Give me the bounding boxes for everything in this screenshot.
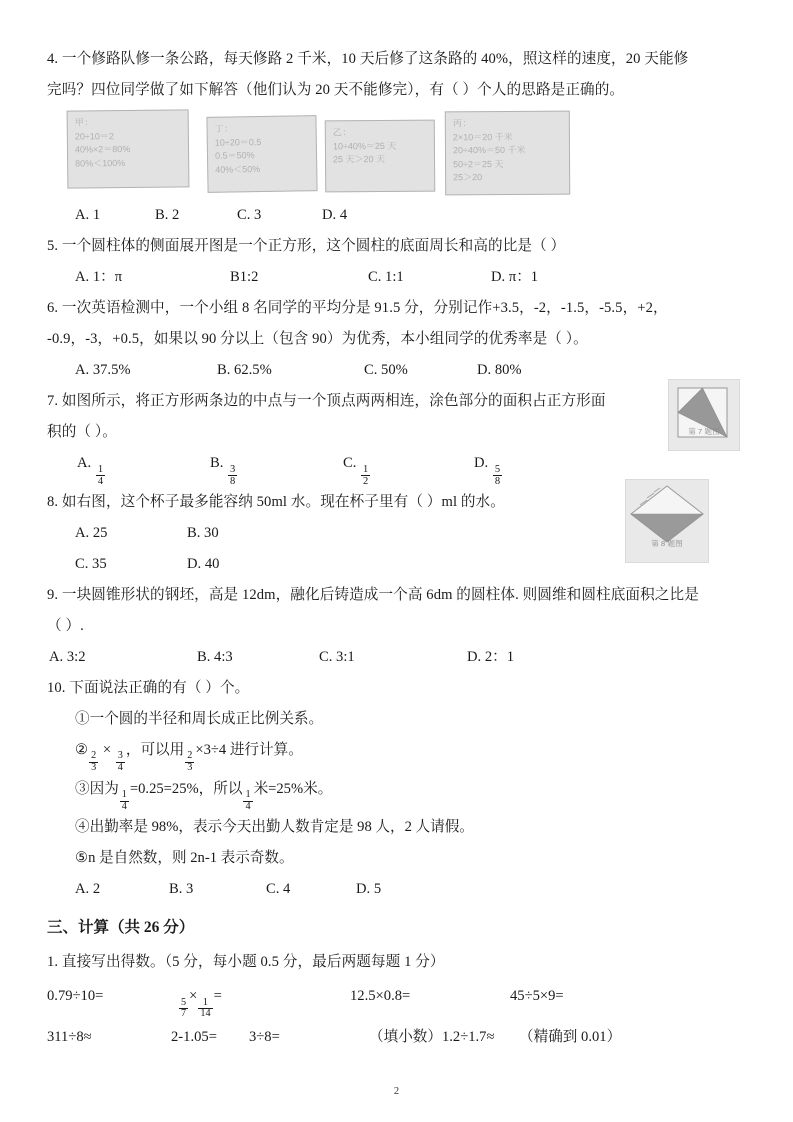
- statement-3-fraction-2-numerator: 1: [245, 788, 251, 800]
- calc-item-6: 2-1.05=: [171, 1028, 217, 1045]
- option-q9-d[interactable]: D. 2：1: [467, 648, 515, 665]
- work-box-yi: [325, 120, 436, 193]
- option-q5-c[interactable]: C. 1:1: [368, 269, 404, 285]
- question-9: [47, 580, 753, 642]
- calc-item-2-fraction-2-numerator: 1: [198, 998, 212, 1010]
- question-6-options: [47, 355, 753, 386]
- calc-item-9: （精确到 0.01）: [519, 1028, 622, 1045]
- question-9-options: [47, 642, 753, 673]
- option-q10-d[interactable]: D. 5: [356, 881, 382, 898]
- option-q7-c-numerator: 1: [363, 463, 369, 475]
- work-box-bing: [445, 111, 570, 196]
- option-q6-d[interactable]: D. 80%: [477, 362, 522, 378]
- work-box-jia-label: 甲：: [74, 117, 94, 128]
- question-4-line-1: 4. 一个修路队修一条公路，每天修路 2 千米，10 天后修了这条路的 40%，照这样的速度，20 天能修: [47, 51, 689, 67]
- work-box-ding-label: 丁：: [214, 123, 234, 134]
- question-10: [47, 673, 753, 704]
- option-q7-d[interactable]: [474, 448, 503, 487]
- question-7: [47, 386, 753, 448]
- calc-item-2-fraction-2-denominator: 14: [200, 1008, 211, 1020]
- work-box-yi-line-2: 25 天＞20 天: [332, 153, 386, 165]
- statement-2-fraction-2-denominator: 4: [117, 761, 123, 773]
- question-4: [47, 44, 753, 106]
- statement-2-fraction-2: [116, 751, 125, 773]
- option-q4-b[interactable]: B. 2: [155, 207, 180, 223]
- option-q7-b-prefix: B.: [210, 455, 224, 471]
- statement-2-operator: ×: [102, 741, 112, 758]
- work-box-jia-line-3: 80%＜100%: [75, 157, 126, 169]
- page-content: [47, 44, 753, 1054]
- work-box-bing-line-4: 25＞20: [453, 172, 483, 183]
- question-10-statement-5: ⑤n 是自然数，则 2n-1 表示奇数。: [75, 850, 294, 867]
- question-4-line-2: 完吗？四位同学做了如下解答（他们认为 20 天不能修完），有（ ）个人的思路是正确的。: [47, 82, 625, 98]
- option-q4-a[interactable]: A. 1: [75, 207, 101, 223]
- question-10-statement-4: ④出勤率是 98%，表示今天出勤人数肯定是 98 人，2 人请假。: [75, 819, 474, 836]
- option-q5-b[interactable]: B1:2: [230, 269, 259, 285]
- option-q8-c[interactable]: C. 35: [75, 555, 107, 572]
- statement-3-fraction-1-denominator: 4: [121, 800, 127, 812]
- calc-item-2-fraction-1-denominator: 7: [181, 1008, 187, 1020]
- option-q6-b[interactable]: B. 62.5%: [217, 362, 272, 378]
- work-box-ding-line-3: 40%＜50%: [215, 163, 261, 175]
- statement-3-prefix: ③因为: [75, 780, 119, 797]
- statement-2-fraction-2-numerator: 3: [117, 750, 123, 762]
- question-10-statement-2: [47, 735, 753, 774]
- statement-2-fraction-1-numerator: 2: [91, 750, 97, 762]
- option-q10-a[interactable]: A. 2: [75, 881, 101, 898]
- question-4-work-boxes: [47, 108, 753, 200]
- question-7-line-1: 7. 如图所示，将正方形两条边的中点与一个顶点两两相连，涂色部分的面积占正方形面: [47, 393, 606, 409]
- statement-3-text-2: =0.25=25%，所以: [129, 780, 243, 797]
- question-6: [47, 293, 753, 355]
- calc-item-2-equals: =: [213, 988, 222, 1005]
- question-10-line-1: 10. 下面说法正确的有（ ）个。: [47, 679, 250, 696]
- calc-item-4: 45÷5×9=: [510, 988, 564, 1005]
- option-q7-a-prefix: A.: [77, 455, 92, 471]
- work-box-jia-line-2: 40%×2＝80%: [74, 143, 131, 155]
- option-q7-d-numerator: 5: [494, 463, 501, 475]
- option-q5-d[interactable]: D. π：1: [491, 269, 539, 285]
- work-box-bing-line-2: 20÷40%＝50 千米: [452, 144, 526, 156]
- work-box-yi-line-1: 10÷40%＝25 天: [332, 140, 397, 151]
- option-q5-a[interactable]: A. 1：π: [75, 269, 123, 285]
- option-q8-a[interactable]: A. 25: [75, 524, 108, 541]
- work-box-bing-line-3: 50÷2＝25 天: [453, 158, 504, 169]
- option-q7-b-denominator: 8: [230, 475, 236, 487]
- question-10-options: [47, 874, 753, 905]
- question-6-line-2: -0.9，-3，+0.5，如果以 90 分以上（包含 90）为优秀，本小组同学的优秀率是（ ）。: [47, 331, 588, 347]
- option-q7-c[interactable]: [343, 448, 474, 487]
- option-q7-b-numerator: 3: [230, 463, 236, 475]
- calc-item-3: 12.5×0.8=: [350, 988, 411, 1005]
- question-8-figure: [625, 479, 709, 563]
- option-q9-c[interactable]: C. 3:1: [319, 648, 355, 665]
- calc-item-7: 3÷8=: [249, 1028, 280, 1045]
- statement-3-fraction-2-denominator: 4: [245, 800, 251, 812]
- option-q7-b[interactable]: [210, 448, 343, 487]
- work-box-ding: [206, 115, 317, 193]
- option-q7-b-fraction: [228, 464, 237, 487]
- calc-item-2-operator: ×: [189, 988, 198, 1005]
- statement-2-prefix: ②: [75, 741, 89, 758]
- option-q6-c[interactable]: C. 50%: [364, 362, 408, 378]
- question-5-line-1: 5. 一个圆柱体的侧面展开图是一个正方形，这个圆柱的底面周长和高的比是（ ）: [47, 238, 566, 254]
- work-box-jia-line-1: 20÷10＝2: [74, 130, 114, 142]
- question-6-line-1: 6. 一次英语检测中，一个小组 8 名同学的平均分是 91.5 分，分别记作+3.5，-2，-1.5，-5.5，+2，: [47, 300, 668, 316]
- page-number: 2: [393, 1086, 400, 1097]
- calc-row-2: [47, 1020, 753, 1054]
- question-10-statement-3: [47, 774, 753, 813]
- work-box-ding-line-1: 10÷20＝0.5: [214, 136, 262, 148]
- statement-2-fraction-3-numerator: 2: [187, 750, 193, 762]
- option-q4-c[interactable]: C. 3: [237, 207, 262, 223]
- statement-2-fraction-1-denominator: 3: [91, 761, 97, 773]
- question-8-line-1: 8. 如右图，这个杯子最多能容纳 50ml 水。现在杯子里有（ ）ml 的水。: [47, 493, 505, 510]
- statement-3-fraction-2: [243, 790, 252, 812]
- calc-item-5: 311÷8≈: [47, 1028, 92, 1045]
- option-q7-c-denominator: 2: [363, 475, 369, 487]
- statement-2-text-3: ×3÷4 进行计算。: [195, 741, 303, 758]
- statement-3-fraction-1: [120, 790, 129, 812]
- option-q4-d[interactable]: D. 4: [322, 207, 348, 223]
- option-q9-b[interactable]: B. 4:3: [197, 648, 233, 665]
- option-q7-a[interactable]: [77, 448, 210, 487]
- question-7-line-2: 积的（ ）。: [47, 424, 117, 440]
- work-box-ding-line-2: 0.5＝50%: [214, 150, 255, 161]
- statement-3-text-3: 米=25%米。: [253, 780, 333, 797]
- calc-item-2-fraction-1: [179, 998, 188, 1020]
- work-box-jia: [67, 109, 190, 188]
- option-q7-a-denominator: 4: [97, 475, 104, 487]
- option-q7-c-fraction: [361, 464, 370, 487]
- calc-row-1: [47, 979, 753, 1020]
- calc-item-8: （填小数）1.2÷1.7≈: [369, 1028, 495, 1045]
- option-q8-d[interactable]: D. 40: [187, 555, 220, 572]
- question-9-line-1: 9. 一块圆锥形状的钢坯，高是 12dm，融化后铸造成一个高 6dm 的圆柱体. 则圆维和圆柱底面积之比是: [47, 586, 699, 603]
- question-8-figure-caption: 第 8 题图: [651, 538, 683, 548]
- option-q7-a-numerator: 1: [97, 463, 104, 475]
- option-q9-a[interactable]: A. 3:2: [49, 648, 86, 665]
- option-q7-d-prefix: D.: [474, 455, 489, 471]
- option-q7-c-prefix: C.: [343, 455, 357, 471]
- question-7-figure: [668, 379, 740, 451]
- section-3-subtitle-1: 1. 直接写出得数。（5 分，每小题 0.5 分，最后两题每题 1 分）: [47, 954, 445, 971]
- option-q8-b[interactable]: B. 30: [187, 524, 219, 541]
- option-q7-d-denominator: 8: [494, 475, 501, 487]
- question-9-line-2: （ ）.: [47, 617, 84, 634]
- question-10-statement-1: ①一个圆的半径和周长成正比例关系。: [75, 710, 324, 727]
- calc-item-2-fraction-1-numerator: 5: [181, 996, 187, 1008]
- statement-2-fraction-1: [89, 751, 98, 773]
- option-q10-c[interactable]: C. 4: [266, 881, 291, 898]
- calc-item-2-fraction-2: [198, 998, 212, 1020]
- option-q7-a-fraction: [96, 464, 105, 487]
- statement-2-text-2: ，可以用: [125, 741, 185, 758]
- section-3-title: 三、计算（共 26 分）: [47, 919, 195, 937]
- work-box-bing-line-1: 2×10＝20 千米: [452, 131, 513, 142]
- work-box-bing-label: 丙：: [452, 118, 472, 129]
- question-7-figure-caption: 第 7 题图: [688, 427, 720, 436]
- option-q7-d-fraction: [493, 464, 502, 487]
- question-5: [47, 231, 753, 262]
- statement-2-fraction-3-denominator: 3: [187, 761, 193, 773]
- option-q10-b[interactable]: B. 3: [169, 881, 194, 898]
- calc-item-1: 0.79÷10=: [47, 988, 104, 1005]
- question-5-options: [47, 262, 753, 293]
- work-box-yi-label: 乙：: [332, 127, 352, 138]
- calc-item-2: [178, 979, 350, 1020]
- statement-2-fraction-3: [185, 751, 194, 773]
- statement-3-fraction-1-numerator: 1: [121, 788, 127, 800]
- question-4-options: [47, 200, 753, 231]
- option-q6-a[interactable]: A. 37.5%: [75, 362, 131, 378]
